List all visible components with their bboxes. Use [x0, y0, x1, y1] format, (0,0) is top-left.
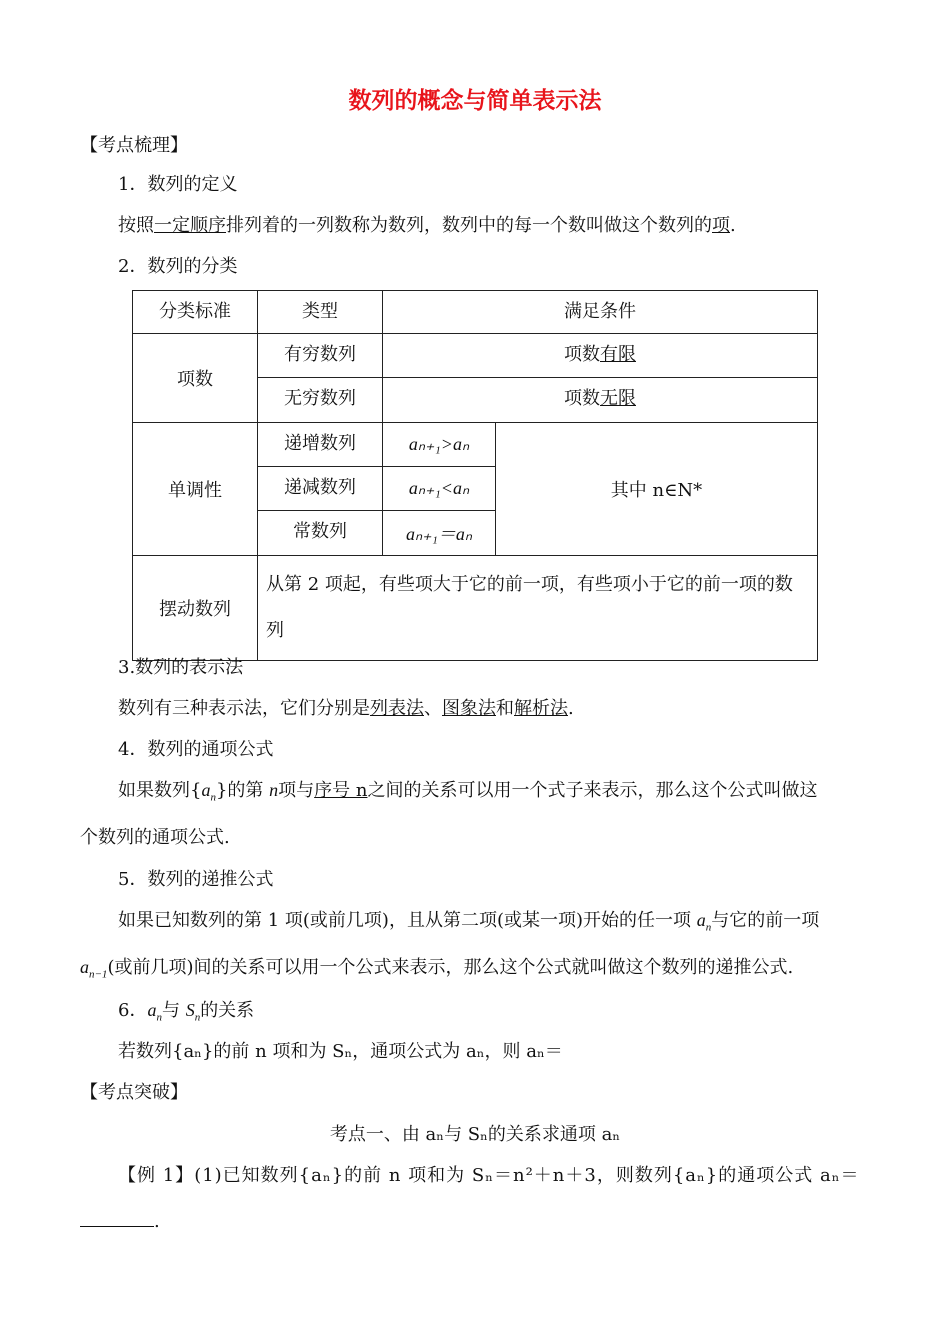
text: 排列着的一列数称为数列，数列中的每一个数叫做这个数列的 — [226, 215, 712, 236]
table-header: 类型 — [258, 291, 383, 334]
example-1-line2: . — [80, 1208, 160, 1232]
heading-representation: 3.数列的表示法 — [118, 657, 244, 678]
paragraph-representation: 数列有三种表示法，它们分别是列表法、图象法和解析法. — [118, 698, 574, 719]
paragraph-an-sn: 若数列{aₙ}的前 n 项和为 Sₙ，通项公式为 aₙ，则 aₙ＝ — [118, 1041, 563, 1062]
paragraph-general-term-line1: 如果数列$\{a_n\}$的第 n项与序号 n之间的关系可以用一个式子来表示，那么这个公式叫做这 — [118, 780, 818, 804]
table-header: 满足条件 — [383, 291, 818, 334]
heading-recursive: 5．数列的递推公式 — [118, 869, 274, 890]
heading-definition: 1．数列的定义 — [118, 174, 238, 195]
table-cell-condition: 从第 2 项起，有些项大于它的前一项，有些项小于它的前一项的数列 — [258, 556, 818, 661]
table-cell-note: 其中 n∈N* — [496, 423, 818, 556]
key-point-1: 考点一、由 aₙ与 Sₙ的关系求通项 aₙ — [329, 1124, 621, 1145]
text: . — [730, 215, 736, 236]
paragraph-general-term-line2: 个数列的通项公式. — [80, 827, 230, 848]
section-heading-breakthrough: 【考点突破】 — [80, 1082, 188, 1103]
table-cell-type: 递减数列 — [258, 467, 383, 511]
paragraph-recursive-line2: $a_{n-1}$(或前几项)间的关系可以用一个公式来表示，那么这个公式就叫做这个数列的递推公式. — [80, 957, 794, 981]
table-cell-group: 项数 — [133, 334, 258, 423]
heading-general-term: 4．数列的通项公式 — [118, 739, 274, 760]
table-cell-condition: 项数有限 — [383, 334, 818, 378]
example-1-line1 — [118, 1161, 860, 1187]
table-cell-type: 递增数列 — [258, 423, 383, 467]
answer-blank — [80, 1208, 154, 1227]
example-label: 【例 1】 — [118, 1165, 195, 1186]
table-cell-type: 有穷数列 — [258, 334, 383, 378]
table-cell-group: 单调性 — [133, 423, 258, 556]
underlined-term: 一定顺序 — [154, 215, 226, 236]
table-cell-type: 常数列 — [258, 511, 383, 556]
table-cell-condition: aₙ₊₁<aₙ — [383, 467, 496, 511]
classification-table — [132, 290, 818, 661]
example-text: (1)已知数列{aₙ}的前 n 项和为 Sₙ＝n²＋n＋3，则数列{aₙ}的通项公式 aₙ＝ — [194, 1165, 860, 1186]
heading-an-sn: 6．$a_n$与 $S_n$的关系 — [118, 1000, 255, 1024]
paragraph-recursive-line1: 如果已知数列的第 1 项(或前几项)，且从第二项(或某一项)开始的任一项 $a_n$与它的前一项 — [118, 910, 820, 934]
paragraph-definition — [118, 211, 736, 237]
table-header: 分类标准 — [133, 291, 258, 334]
table-cell-group: 摆动数列 — [133, 556, 258, 661]
table-cell-condition: 项数无限 — [383, 378, 818, 423]
underlined-term: 项 — [712, 215, 730, 236]
table-cell-condition: aₙ₊₁>aₙ — [383, 423, 496, 467]
text: 按照 — [118, 215, 154, 236]
heading-classification: 2．数列的分类 — [118, 256, 238, 277]
table-cell-type: 无穷数列 — [258, 378, 383, 423]
table-cell-condition: aₙ₊₁＝aₙ — [383, 511, 496, 556]
page-title: 数列的概念与简单表示法 — [348, 88, 602, 114]
section-heading-review: 【考点梳理】 — [80, 135, 188, 156]
